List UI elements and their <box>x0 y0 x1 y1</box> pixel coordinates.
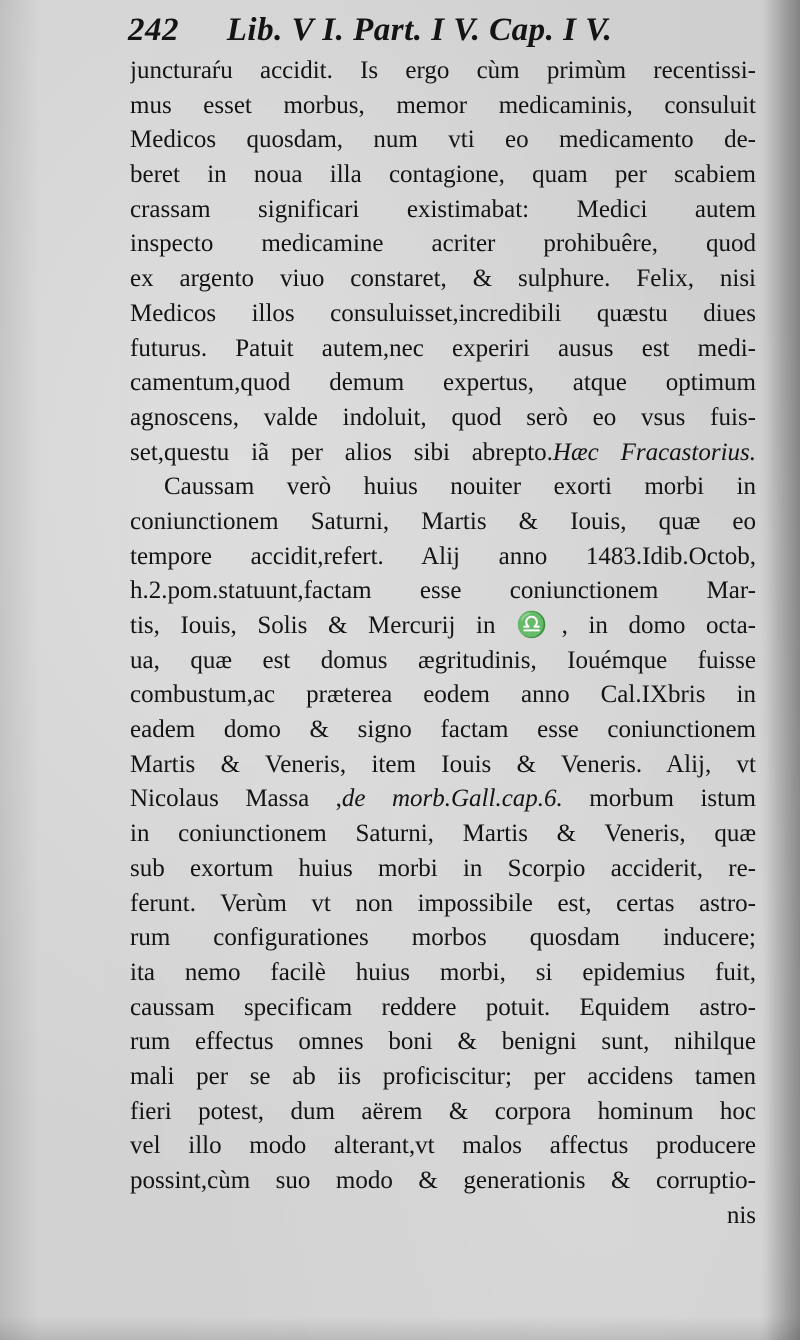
text-line: sub exortum huius morbi in Scorpio acciderit, re- <box>130 854 756 882</box>
text-line: ex argento viuo constaret, & sulphure. Felix, nisi <box>130 265 756 293</box>
text-segment: Nicolaus Massa , <box>130 785 342 813</box>
text-line: ita nemo facilè huius morbi, si epidemius fuit, <box>130 958 756 986</box>
text-line: in coniunctionem Saturni, Martis & Veneris, quæ <box>130 820 756 848</box>
text-line-libra: tis, Iouis, Solis & Mercurij in ♎, in domo octa- <box>130 612 756 639</box>
text-line: mus esset morbus, memor medicaminis, consuluit <box>130 91 756 119</box>
text-line: mali per se ab iis proficiscitur; per accidens tamen <box>130 1062 756 1090</box>
page-number: 242 <box>128 12 179 48</box>
text-line: beret in noua illa contagione, quam per scabiem <box>130 161 756 189</box>
page-header <box>128 8 668 52</box>
text-line: Medicos quosdam, num vti eo medicamento de- <box>130 126 756 154</box>
text-line: Medicos illos consuluisset,incredibili quæstu diues <box>130 299 756 327</box>
catchword: nis <box>726 1201 756 1229</box>
running-head: Lib. V I. Part. I V. Cap. I V. <box>226 12 613 48</box>
text-line: coniunctionem Saturni, Martis & Iouis, quæ eo <box>130 507 756 535</box>
text-line: inspecto medicamine acriter prohibuêre, quod <box>130 230 756 258</box>
text-segment: set,questu iã per alios sibi abrepto. <box>130 438 553 466</box>
text-line: eadem domo & signo factam esse coniunctionem <box>130 716 756 744</box>
text-line-with-citation <box>130 436 756 471</box>
text-segment: morbum istum <box>562 785 756 813</box>
text-line: combustum,ac præterea eodem anno Cal.IXbris in <box>130 681 756 709</box>
text-line: rum effectus omnes boni & benigni sunt, nihilque <box>130 1028 756 1056</box>
text-line: vel illo modo alterant,vt malos affectus producere <box>130 1132 756 1160</box>
body-text <box>130 54 756 1233</box>
text-line: fieri potest, dum aërem & corpora hominum hoc <box>130 1097 756 1125</box>
text-line: rum configurationes morbos quosdam inducere; <box>130 924 756 952</box>
text-line: crassam significari existimabat: Medici autem <box>130 195 756 223</box>
text-line: tempore accidit,refert. Alij anno 1483.Idib.Octob, <box>130 542 756 570</box>
text-line: Martis & Veneris, item Iouis & Veneris. Alij, vt <box>130 750 756 778</box>
text-line: possint,cùm suo modo & generationis & corruptio- <box>130 1167 756 1194</box>
paragraph-start-line: Caussam verò huius nouiter exorti morbi in <box>164 473 756 501</box>
reference-massa: de morb.Gall.cap.6. <box>341 785 563 813</box>
text-line: juncturaŕu accidit. Is ergo cùm primùm recentissi- <box>130 57 756 84</box>
citation-fracastorius: Hæc Fracastorius. <box>552 438 756 466</box>
text-line: ferunt. Verùm vt non impossibile est, certas astro- <box>130 889 756 917</box>
text-line: futurus. Patuit autem,nec experiri ausus est medi- <box>130 334 756 362</box>
text-line-with-reference <box>130 782 756 817</box>
text-line: h.2.pom.statuunt,factam esse coniunctionem Mar- <box>130 577 756 605</box>
text-line: agnoscens, valde indoluit, quod serò eo vsus fuis- <box>130 403 756 431</box>
page-bottom-edge <box>0 1316 800 1340</box>
spine-shadow <box>766 0 800 1340</box>
text-line: camentum,quod demum expertus, atque optimum <box>130 369 756 397</box>
text-line: caussam specificam reddere potuit. Equidem astro- <box>130 993 756 1021</box>
text-line: ua, quæ est domus ægritudinis, Iouémque fuisse <box>130 646 756 674</box>
